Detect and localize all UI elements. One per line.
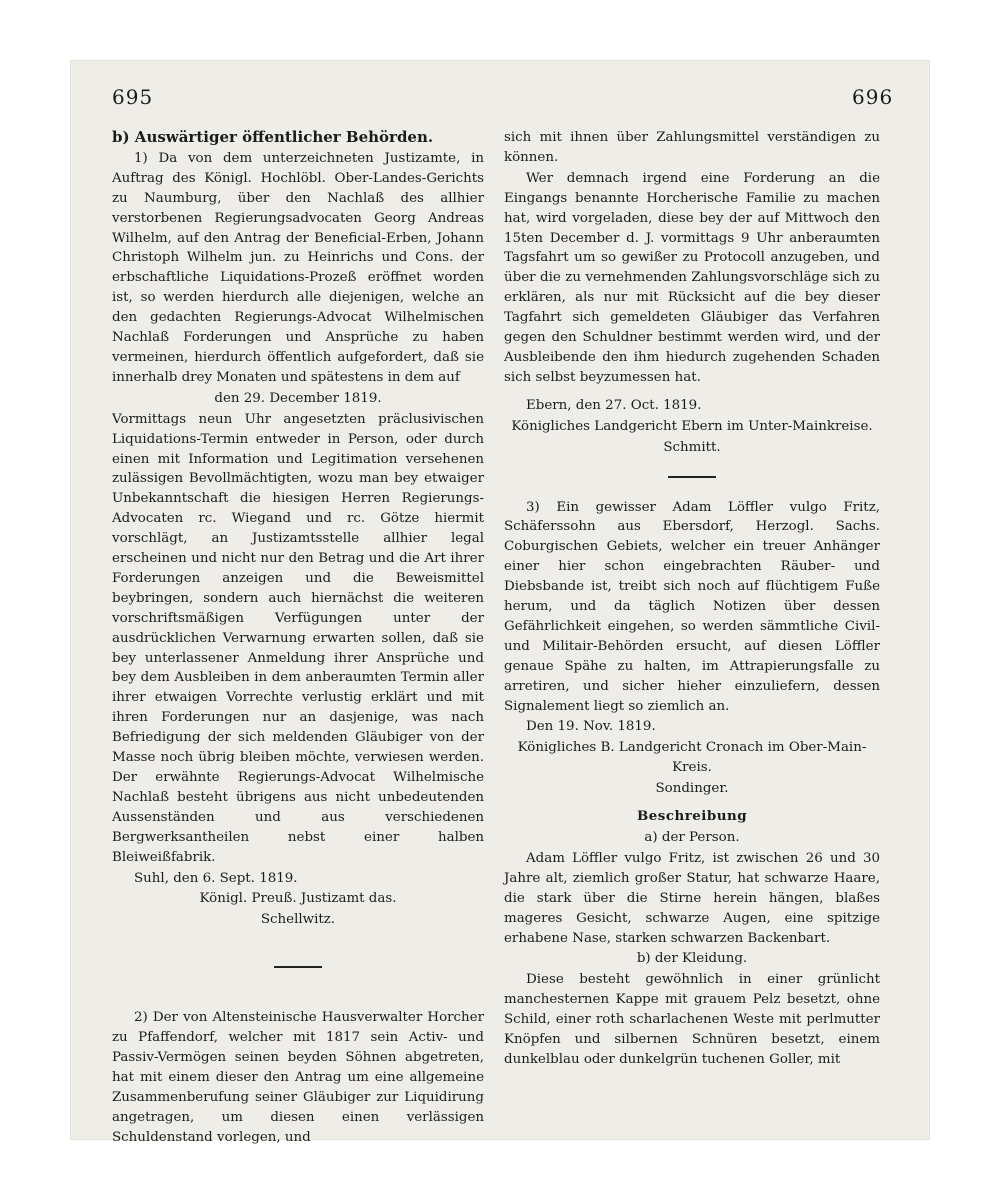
section-divider xyxy=(274,966,322,968)
clothing-description: Diese besteht gewöhnlich in einer grünlicht manchesternen Kappe mit grauem Pelz besetzt, ohne Schild, einer roth scharlachenen Weste mit perlmutter Knöpfen und silbernen Schnüren besetzt, einem dunkelblau oder dunkelgrün tuchenen Goller, mit xyxy=(504,972,880,1067)
description-title: Beschreibung xyxy=(636,808,748,825)
notice-3-date-line: Den 19. Nov. 1819. xyxy=(526,719,656,735)
notice-1-signer: Schellwitz. xyxy=(260,912,336,928)
notice-2-authority: Königliches Landgericht Ebern im Unter-Mainkreise. xyxy=(511,418,873,434)
person-title: a) der Person. xyxy=(644,830,740,845)
spacer xyxy=(504,799,880,807)
clothing-title: b) der Kleidung. xyxy=(636,951,748,967)
notice-1-authority: Königl. Preuß. Justizamt das. xyxy=(199,891,397,907)
notice-2-continuation: sich mit ihnen über Zahlungsmittel verständigen zu können. xyxy=(504,130,880,165)
section-divider xyxy=(668,476,716,478)
left-page-number: 695 xyxy=(112,85,154,109)
notice-1-place-date: Suhl, den 6. Sept. 1819. xyxy=(134,870,298,886)
notice-2-summons: Wer demnach irgend eine Forderung an die Eingangs benannte Horcherische Familie zu machen hat, wird vorgeladen, diese bey der auf Mittwoch den 15ten December d. J. vormittags 9 Uhr anberaumten Tagsfahrt um so gewißer zu Protocoll anzugeben, und über die zu vernehmenden Zahlungsvorschläge sich zu erklären, als nur mit Rücksicht auf die bey dieser Tagfahrt sich gemeldeten Gläubiger das Verfahren gegen den Schuldner bestimmt werden wird, und der Ausbleibende den ihm hiedurch zugehenden Schaden sich selbst beyzumessen hat. xyxy=(504,170,880,385)
section-heading: b) Auswärtiger öffentlicher Behörden. xyxy=(112,128,434,146)
notice-2-place-date: Ebern, den 27. Oct. 1819. xyxy=(526,397,702,413)
notice-1-body: 1) Da von dem unterzeichneten Justizamte, in Auftrag des Königl. Hochlöbl. Ober-Landes-Gerichts zu Naumburg, über den Nachlaß des allhier verstorbenen Regierungsadvocaten Georg Andreas Wilhelm, auf den Antrag der Beneficial-Erben, Johann Christoph Wilhelm jun. zu Heinrichs und Cons. der erbschaftliche Liquidations-Prozeß eröffnet worden ist, so werden hierdurch alle diejenigen, welche an den gedachten Regierungs-Advocat Wilhelmischen Nachlaß Forderungen und Ansprüche zu haben vermeinen, hierdurch öffentlich aufgefordert, daß sie innerhalb drey Monaten und spätestens in dem auf xyxy=(112,150,484,385)
right-page-number: 696 xyxy=(852,85,894,109)
person-description: Adam Löffler vulgo Fritz, ist zwischen 26 und 30 Jahre alt, ziemlich großer Statur, hat schwarze Haare, die stark über die Stirne herein hängen, blaßes mageres Gesicht, schwarze Augen, eine spitzige erhabene Nase, starken schwarzen Backenbart. xyxy=(504,850,880,946)
notice-3-body: 3) Ein gewisser Adam Löffler vulgo Fritz, Schäferssohn aus Ebersdorf, Herzogl. Sachs. Coburgischen Gebiets, welcher ein treuer Anhänger einer hier schon eingebrachten Räuber- und Diebsbande ist, treibt sich noch auf flüchtigem Fuße herum, und da täglich Notizen über dessen Gefährlichkeit eingehen, so werden sämmtliche Civil- und Militair-Behörden ersucht, auf diesen Löffler genaue Spähe zu halten, im Attrapierungsfalle zu arretiren, und sicher hieher einzuliefern, dessen Signalement liegt so ziemlich an. xyxy=(504,499,880,714)
notice-3-authority: Königliches B. Landgericht Cronach im Ober-Main-Kreis. xyxy=(517,740,867,776)
left-column xyxy=(112,128,484,1148)
notice-2-signer: Schmitt. xyxy=(663,439,721,455)
notice-3-signer: Sondinger. xyxy=(655,781,729,797)
notice-2-body: 2) Der von Altensteinische Hausverwalter Horcher zu Pfaffendorf, welcher mit 1817 sein Activ- und Passiv-Vermögen seinen beyden Söhnen abgetreten, hat mit einem dieser den Antrag um eine allgemeine Zusammenberufung seiner Gläubiger zur Liquidirung angetragen, um diesen einen verlässigen Schuldenstand vorlegen, und xyxy=(112,1010,484,1145)
notice-1-date-line: den 29. December 1819. xyxy=(214,390,382,406)
spacer xyxy=(504,388,880,396)
notice-1-body-continued: Vormittags neun Uhr angesetzten präclusivischen Liquidations-Termin entweder in Person, oder durch einen mit Information und Legitimation versehenen zulässigen Bevollmächtigten, wozu man bey etwaiger Unbekanntschaft die hiesigen Herren Regierungs-Advocaten rc. Wiegand und rc. Götze hiermit vorschlägt, an Justizamtsstelle allhier legal erscheinen und nicht nur den Betrag und die Art ihrer Forderungen anzeigen und die Beweismittel beybringen, sondern auch hiernächst die weiteren vorschriftsmäßigen Verfügungen unter der ausdrücklichen Verwarnung erwarten sollen, daß sie bey unterlassener Anmeldung ihrer Ansprüche und bey dem Ausbleiben in dem anberaumten Termin aller ihrer etwaigen Vorrechte verlustig erklärt und mit ihren Forderungen nur an dasjenige, was nach Befriedigung der sich meldenden Gläubiger von der Masse noch übrig bleiben möchte, verwiesen werden. Der erwähnte Regierungs-Advocat Wilhelmische Nachlaß besteht übrigens aus nicht unbedeutenden Aussenständen und aus verschiedenen Bergwerksantheilen nebst einer halben Bleiweißfabrik. xyxy=(112,411,484,865)
right-column xyxy=(504,128,880,1070)
